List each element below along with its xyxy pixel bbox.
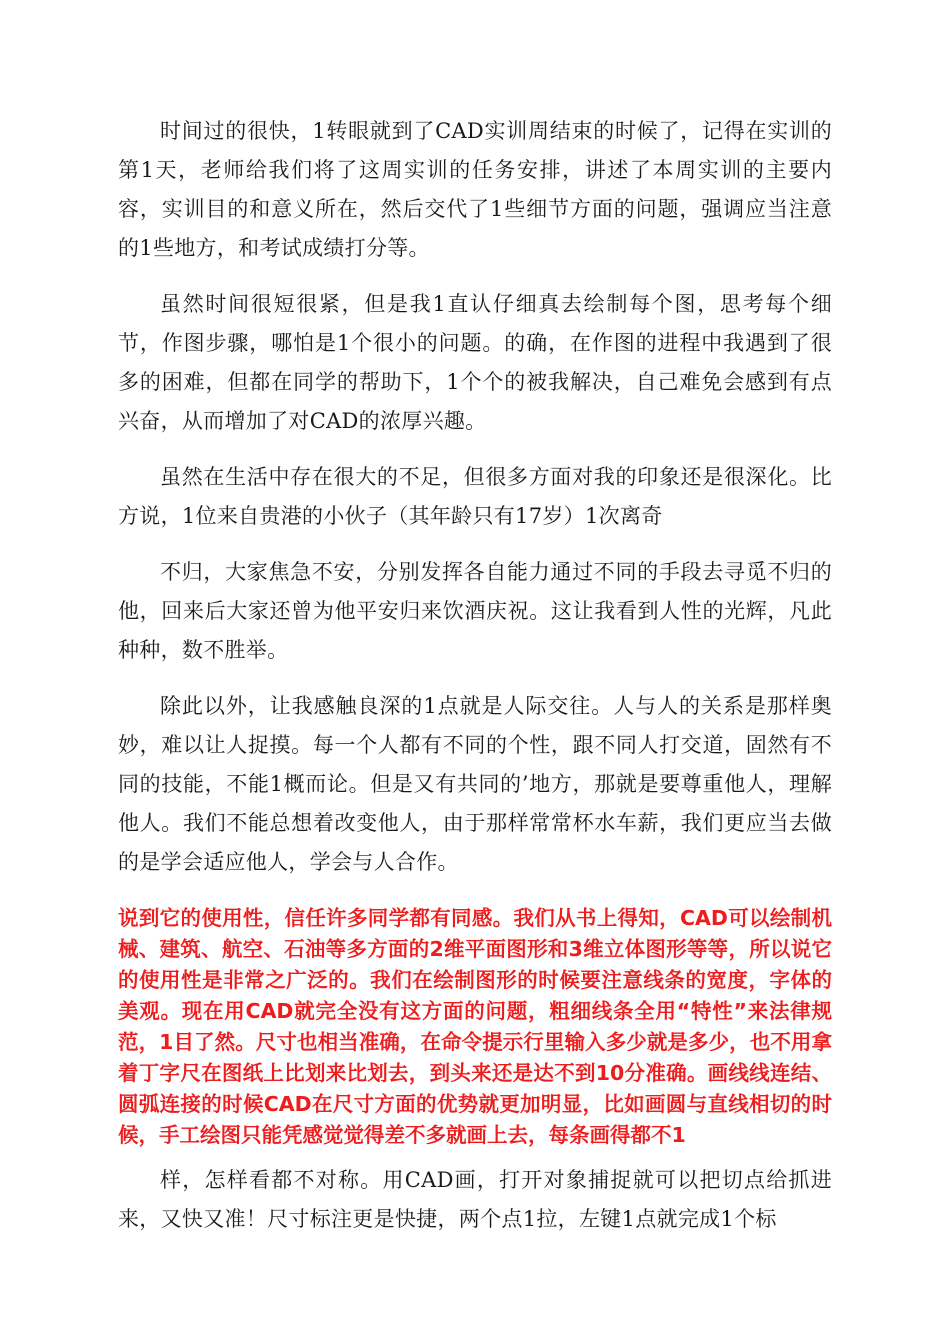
paragraph-3: 虽然在生活中存在很大的不足，但很多方面对我的印象还是很深化。比方说，1位来自贵港的小伙子（其年龄只有17岁）1次离奇 — [118, 465, 832, 528]
document-body — [118, 112, 832, 1239]
paragraph-6-highlighted: 说到它的使用性，信任许多同学都有同感。我们从书上得知，CAD可以绘制机械、建筑、航空、石油等多方面的2维平面图形和3维立体图形等等，所以说它的使用性是非常之广泛的。我们在绘制图形的时候要注意线条的宽度，字体的美观。现在用CAD就完全没有这方面的问题，粗细线条全用“特性”来法律规范，1目了然。尺寸也相当准确，在命令提示行里输入多少就是多少，也不用拿着丁字尺在图纸上比划来比划去，到头来还是达不到10分准确。画线线连结、圆弧连接的时候CAD在尺寸方面的优势就更加明显，比如画圆与直线相切的时候，手工绘图只能凭感觉觉得差不多就画上去，每条画得都不1 — [118, 906, 832, 1147]
paragraph-4: 不归，大家焦急不安，分别发挥各自能力通过不同的手段去寻觅不归的他，回来后大家还曾为他平安归来饮酒庆祝。这让我看到人性的光辉，凡此种种，数不胜举。 — [118, 560, 832, 662]
paragraph-2: 虽然时间很短很紧，但是我1直认仔细真去绘制每个图，思考每个细节，作图步骤，哪怕是1个很小的问题。的确，在作图的进程中我遇到了很多的困难，但都在同学的帮助下，1个个的被我解决，自己难免会感到有点兴奋，从而增加了对CAD的浓厚兴趣。 — [118, 292, 832, 433]
paragraph-5: 除此以外，让我感触良深的1点就是人际交往。人与人的关系是那样奥妙，难以让人捉摸。每一个人都有不同的个性，跟不同人打交道，固然有不同的技能，不能1概而论。但是又有共同的’地方，那就是要尊重他人，理解他人。我们不能总想着改变他人，由于那样常常杯水车薪，我们更应当去做的是学会适应他人，学会与人合作。 — [118, 694, 832, 874]
paragraph-1: 时间过的很快，1转眼就到了CAD实训周结束的时候了，记得在实训的第1天，老师给我们将了这周实训的任务安排，讲述了本周实训的主要内容，实训目的和意义所在，然后交代了1些细节方面的问题，强调应当注意的1些地方，和考试成绩打分等。 — [118, 119, 832, 260]
paragraph-7: 样，怎样看都不对称。用CAD画，打开对象捕捉就可以把切点给抓进来，又快又准！尺寸标注更是快捷，两个点1拉，左键1点就完成1个标 — [118, 1168, 832, 1231]
